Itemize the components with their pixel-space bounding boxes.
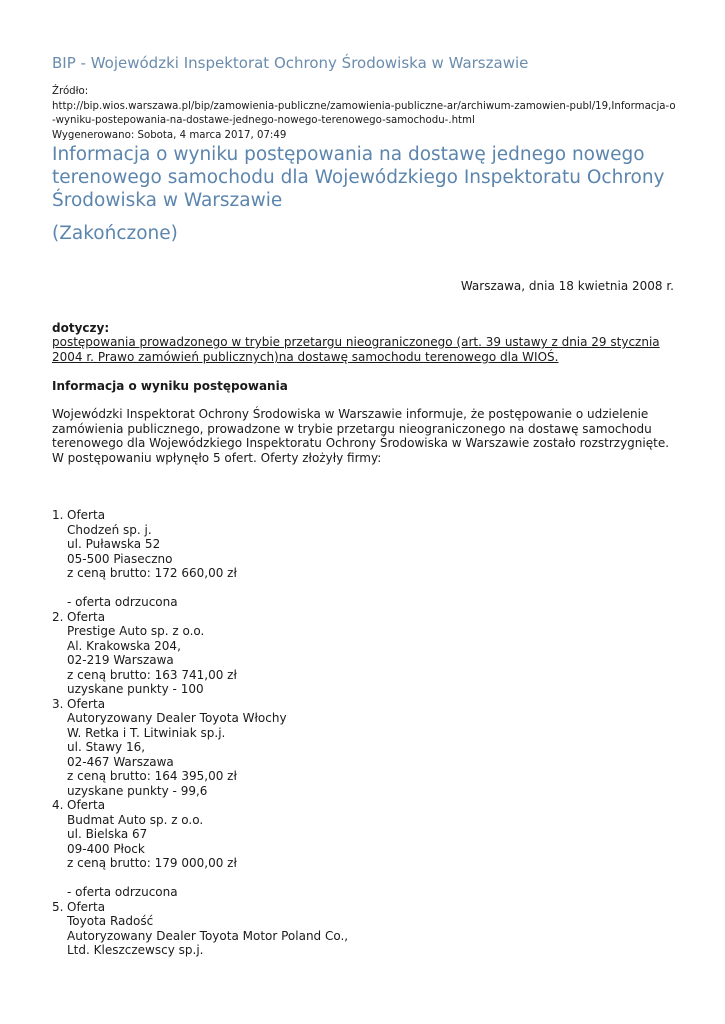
offer-line: Ltd. Kleszczewscy sp.j.	[67, 943, 204, 957]
status-label: (Zakończone)	[52, 223, 178, 244]
offer-line: ul. Stawy 16,	[67, 740, 146, 754]
offer-line: Al. Krakowska 204,	[67, 638, 181, 653]
offer-line: Autoryzowany Dealer Toyota Włochy	[67, 711, 287, 725]
offer-item	[52, 900, 674, 958]
offer-line: z ceną brutto: 179 000,00 zł	[67, 856, 237, 870]
offer-line: ul. Bielska 67	[67, 827, 148, 841]
offer-line: 05-500 Piaseczno	[67, 551, 173, 566]
offer-number: 3.	[52, 696, 64, 711]
offer-line: Chodzeń sp. j.	[67, 522, 152, 537]
offer-number: 4.	[52, 798, 64, 812]
offer-line: Oferta	[67, 899, 106, 914]
offer-number: 2.	[52, 609, 64, 624]
intro-paragraph: Wojewódzki Inspektorat Ochrony Środowiska w Warszawie informuje, że postępowanie o udzielenie zamówienia publicznego, prowadzone w trybie przetargu nieograniczonego na dostawę samochodu terenowego dla Wojewódzkiego Inspektoratu Ochrony Środowiska w Warszawie zostało rozstrzygnięte. W postępowaniu wpłynęło 5 ofert. Oferty złożyły firmy:	[52, 407, 670, 465]
offer-line: - oferta odrzucona	[67, 595, 178, 609]
offer-number: 5.	[52, 899, 64, 914]
offer-line: z ceną brutto: 164 395,00 zł	[67, 769, 237, 783]
offer-item	[52, 508, 674, 610]
offer-line: 02-219 Warszawa	[67, 653, 174, 667]
offer-spacer	[67, 581, 674, 596]
offers-list	[52, 508, 674, 958]
offer-item	[52, 697, 674, 799]
offer-line: ul. Puławska 52	[67, 537, 161, 551]
concerns-text: postępowania prowadzonego w trybie przetargu nieograniczonego (art. 39 ustawy z dnia 29 stycznia 2004 r. Prawo zamówień publicznych)na dostawę samochodu terenowego dla WIOŚ.	[52, 335, 660, 364]
offer-number: 1.	[52, 508, 64, 522]
site-title: BIP - Wojewódzki Inspektorat Ochrony Środowiska w Warszawie	[52, 54, 529, 72]
offer-line: z ceną brutto: 163 741,00 zł	[67, 667, 237, 682]
offer-line: Budmat Auto sp. z o.o.	[67, 812, 204, 827]
offer-item	[52, 610, 674, 697]
source-meta	[52, 85, 676, 143]
source-url: http://bip.wios.warszawa.pl/bip/zamowienia-publiczne/zamowienia-publiczne-ar/archiwum-zamowien-publ/19,Informacja-o-wyniku-postepowania-na-dostawe-jednego-nowego-terenowego-samochodu-.html	[52, 100, 676, 126]
offer-line: Prestige Auto sp. z o.o.	[67, 624, 205, 638]
offer-line: Toyota Radość	[67, 914, 154, 928]
offer-line: Autoryzowany Dealer Toyota Motor Poland Co.,	[67, 928, 349, 943]
section-heading: Informacja o wyniku postępowania	[52, 379, 288, 393]
source-label: Źródło:	[52, 86, 89, 97]
offer-item	[52, 798, 674, 900]
concerns-label: dotyczy:	[52, 321, 110, 335]
offer-line: Oferta	[67, 508, 106, 522]
date-line: Warszawa, dnia 18 kwietnia 2008 r.	[460, 279, 674, 293]
offer-line: Oferta	[67, 696, 106, 711]
page-title: Informacja o wyniku postępowania na dostawę jednego nowego terenowego samochodu dla Wojewódzkiego Inspektoratu Ochrony Środowiska w Warszawie	[52, 144, 665, 211]
offer-line: 09-400 Płock	[67, 841, 145, 856]
offer-line: z ceną brutto: 172 660,00 zł	[67, 566, 237, 580]
offer-line: uzyskane punkty - 100	[67, 682, 204, 696]
offer-line: 02-467 Warszawa	[67, 754, 174, 769]
offer-line: W. Retka i T. Litwiniak sp.j.	[67, 725, 226, 740]
offer-spacer	[67, 871, 674, 886]
offer-line: - oferta odrzucona	[67, 885, 178, 899]
generated-timestamp: Wygenerowano: Sobota, 4 marca 2017, 07:49	[52, 129, 287, 141]
offer-line: Oferta	[67, 609, 106, 624]
offer-line: Oferta	[67, 798, 106, 812]
offer-line: uzyskane punkty - 99,6	[67, 783, 208, 798]
